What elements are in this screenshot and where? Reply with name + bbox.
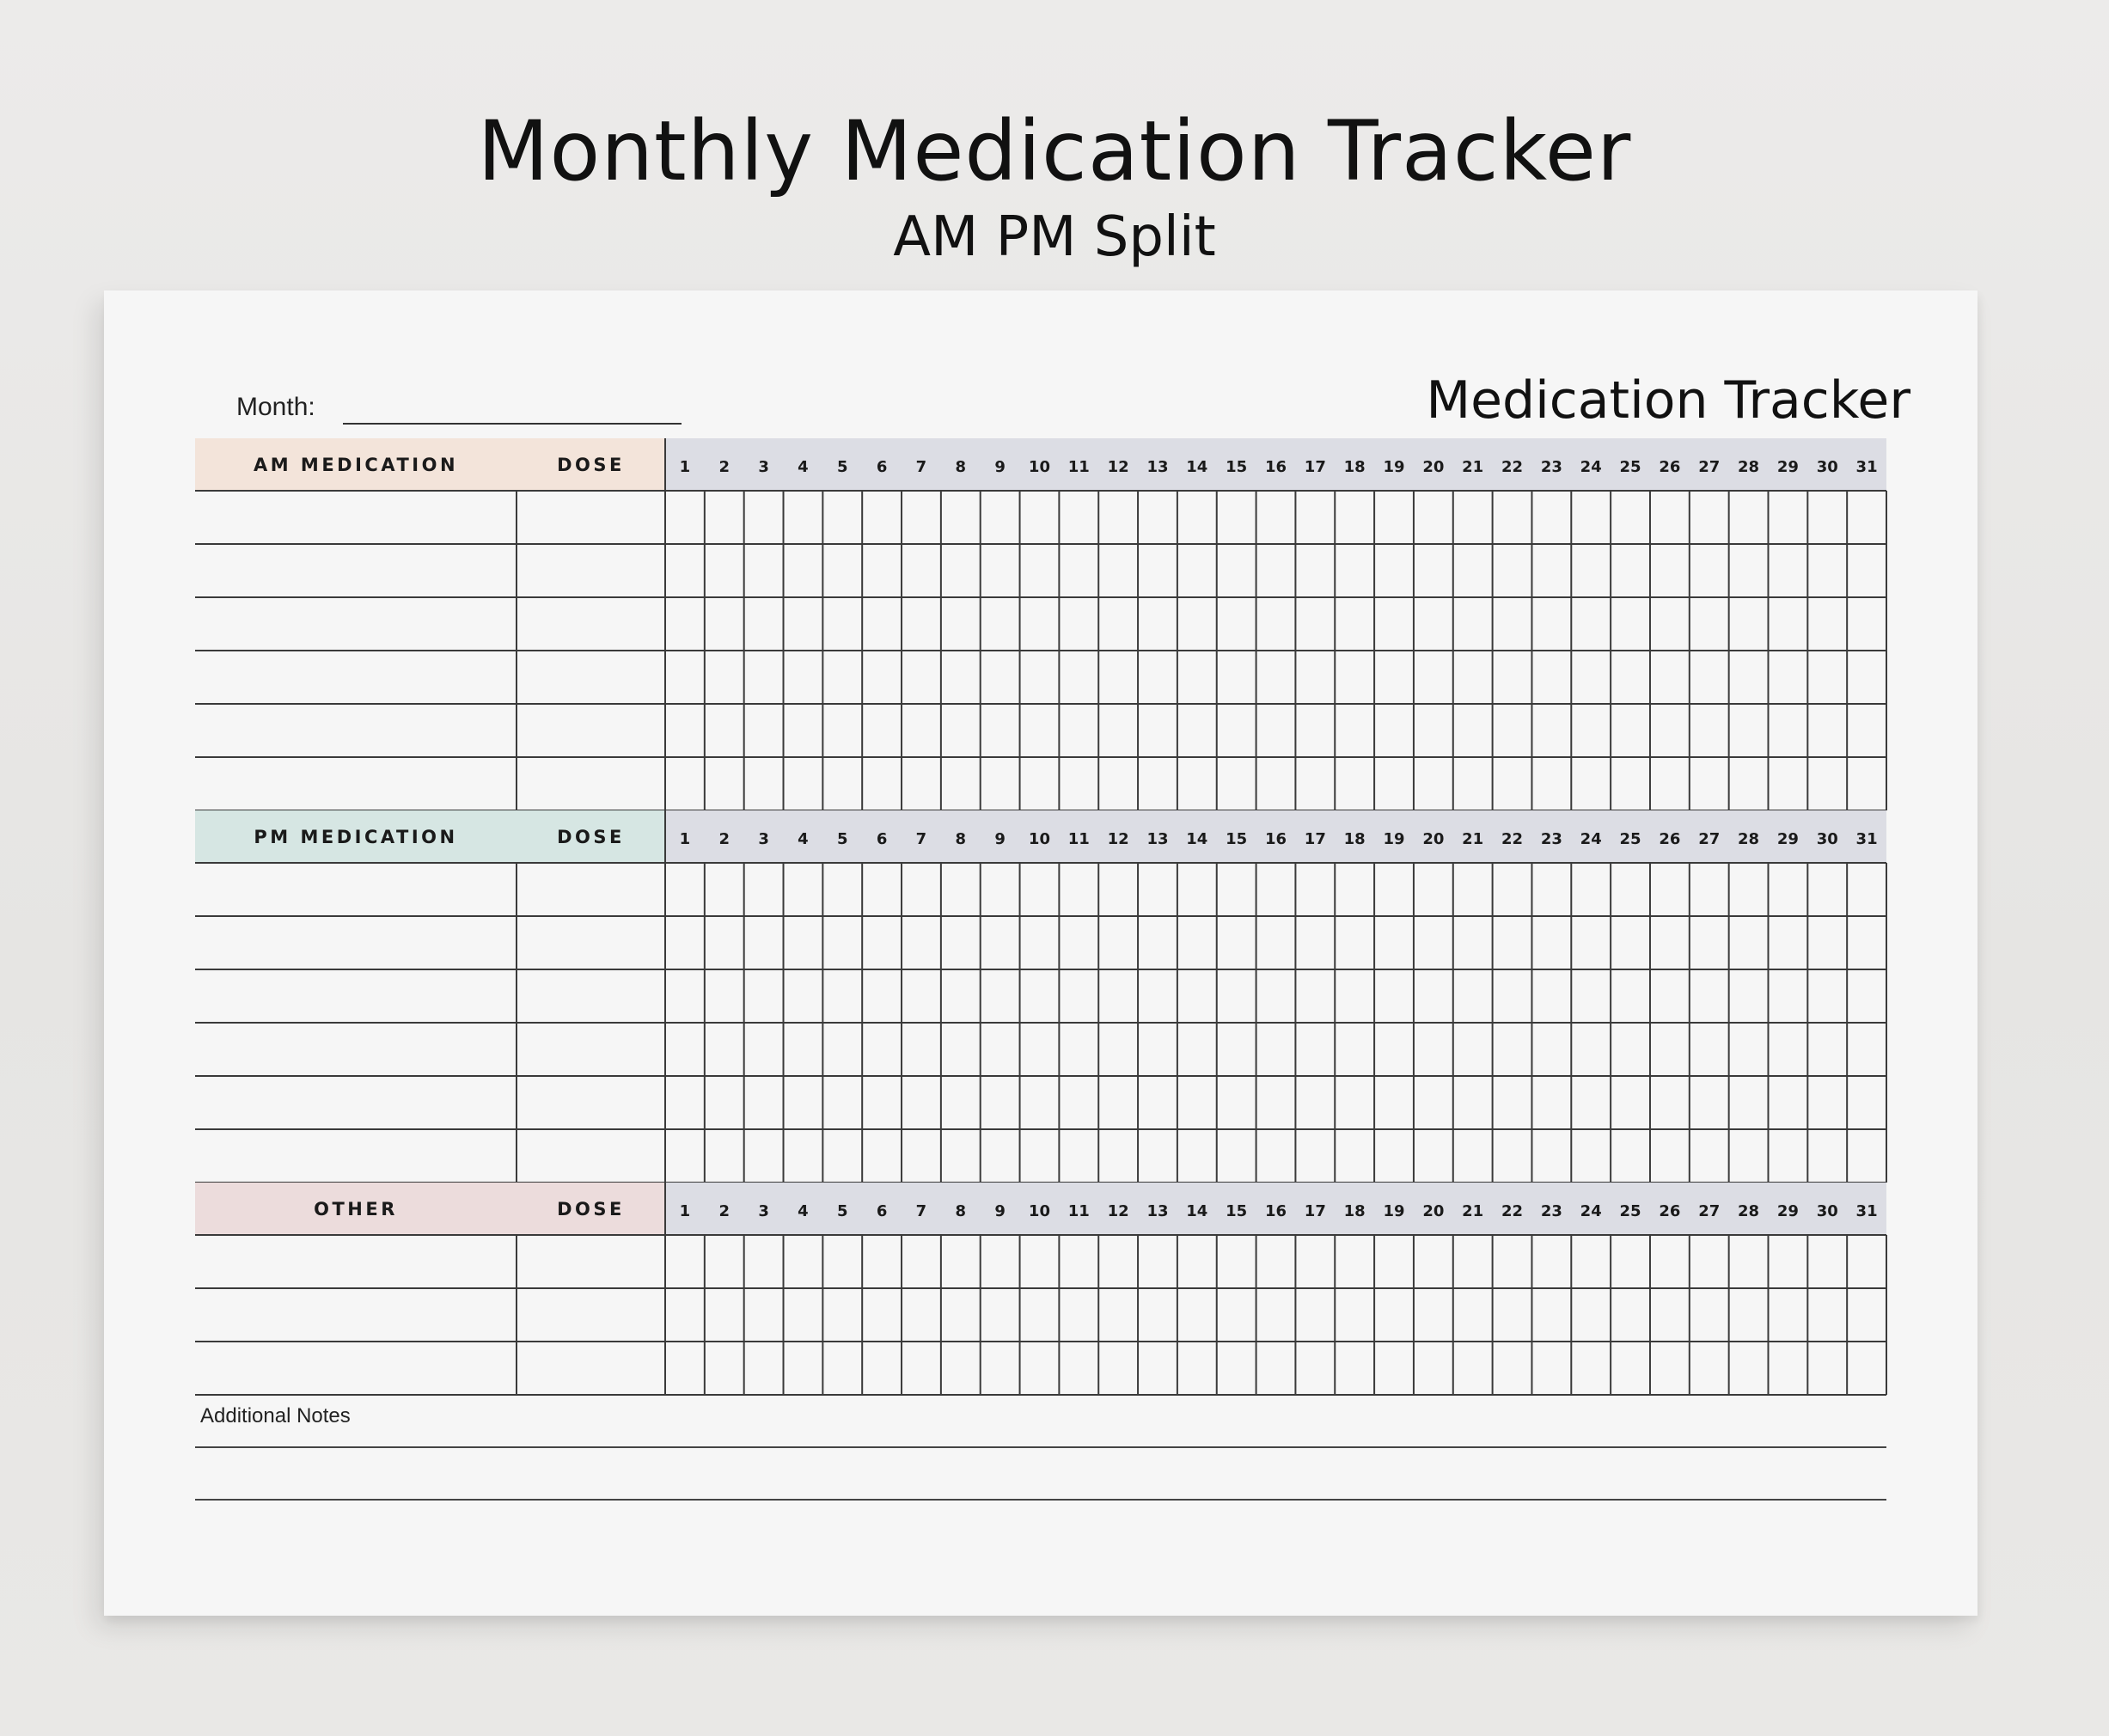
day-number: 29: [1776, 830, 1799, 848]
day-number: 4: [798, 830, 809, 848]
day-number: 12: [1107, 830, 1129, 848]
day-number: 6: [876, 1202, 888, 1220]
day-number: 20: [1422, 830, 1445, 848]
day-number: 17: [1304, 1202, 1326, 1220]
am-dose-cell[interactable]: [517, 491, 665, 544]
am-medication-cell[interactable]: [195, 704, 517, 757]
day-number: 2: [718, 458, 731, 476]
day-number: 11: [1067, 458, 1090, 476]
tracker-sheet: [104, 290, 1978, 1616]
am-dose-header: DOSE: [557, 455, 625, 475]
pm-dose-cell[interactable]: [517, 1076, 665, 1129]
day-number: 23: [1540, 1202, 1562, 1220]
day-number: 27: [1698, 830, 1721, 848]
day-number: 24: [1580, 830, 1602, 848]
day-number: 23: [1540, 830, 1562, 848]
day-number: 1: [679, 830, 691, 848]
sheet-title: Medication Tracker: [1426, 370, 1910, 431]
day-number: 21: [1462, 830, 1484, 848]
pm-medication-cell[interactable]: [195, 916, 517, 969]
day-number: 15: [1226, 458, 1248, 476]
day-number: 22: [1501, 1202, 1524, 1220]
day-number: 24: [1580, 458, 1602, 476]
other-dose-cell[interactable]: [517, 1288, 665, 1342]
day-number: 10: [1028, 458, 1050, 476]
day-number: 7: [915, 830, 927, 848]
day-number: 26: [1659, 830, 1681, 848]
day-number: 7: [915, 1202, 927, 1220]
day-number: 7: [915, 458, 927, 476]
day-number: 2: [718, 1202, 731, 1220]
day-number: 16: [1264, 1202, 1287, 1220]
day-number: 19: [1383, 1202, 1405, 1220]
am-dose-cell[interactable]: [517, 757, 665, 810]
day-number: 14: [1186, 1202, 1208, 1220]
day-number: 3: [758, 458, 769, 476]
day-number: 1: [679, 458, 691, 476]
day-number: 25: [1619, 1202, 1641, 1220]
additional-notes-label: Additional Notes: [200, 1404, 351, 1427]
day-number: 19: [1383, 830, 1405, 848]
day-number: 27: [1698, 1202, 1721, 1220]
day-number: 21: [1462, 458, 1484, 476]
day-number: 31: [1855, 1202, 1878, 1220]
day-number: 5: [837, 830, 848, 848]
day-number: 4: [798, 458, 809, 476]
am-dose-cell[interactable]: [517, 544, 665, 597]
day-number: 3: [758, 1202, 769, 1220]
day-number: 13: [1146, 1202, 1169, 1220]
day-number: 15: [1226, 830, 1248, 848]
pm-medication-cell[interactable]: [195, 863, 517, 916]
pm-medication-header: PM MEDICATION: [254, 827, 458, 847]
pm-dose-cell[interactable]: [517, 1023, 665, 1076]
day-number: 18: [1343, 830, 1366, 848]
day-number: 8: [955, 458, 967, 476]
day-number: 20: [1422, 458, 1445, 476]
day-number: 23: [1540, 458, 1562, 476]
day-number: 4: [798, 1202, 809, 1220]
other-medication-cell[interactable]: [195, 1288, 517, 1342]
am-dose-cell[interactable]: [517, 704, 665, 757]
day-number: 27: [1698, 458, 1721, 476]
day-number: 8: [955, 1202, 967, 1220]
pm-dose-cell[interactable]: [517, 863, 665, 916]
day-number: 10: [1028, 830, 1050, 848]
day-number: 16: [1264, 458, 1287, 476]
pm-dose-header: DOSE: [557, 827, 625, 847]
day-number: 17: [1304, 458, 1326, 476]
day-number: 15: [1226, 1202, 1248, 1220]
day-number: 24: [1580, 1202, 1602, 1220]
day-number: 29: [1776, 1202, 1799, 1220]
other-medication-header: OTHER: [314, 1199, 398, 1219]
day-number: 10: [1028, 1202, 1050, 1220]
other-dose-cell[interactable]: [517, 1342, 665, 1395]
other-medication-cell[interactable]: [195, 1235, 517, 1288]
pm-dose-cell[interactable]: [517, 916, 665, 969]
am-medication-header: AM MEDICATION: [253, 455, 459, 475]
day-number: 5: [837, 458, 848, 476]
day-number: 3: [758, 830, 769, 848]
day-number: 29: [1776, 458, 1799, 476]
day-number: 28: [1738, 1202, 1760, 1220]
day-number: 25: [1619, 458, 1641, 476]
month-label: Month:: [236, 393, 315, 421]
day-number: 13: [1146, 830, 1169, 848]
pm-medication-cell[interactable]: [195, 969, 517, 1023]
other-dose-header: DOSE: [557, 1199, 625, 1219]
notes-line[interactable]: [195, 1499, 1886, 1501]
day-number: 6: [876, 458, 888, 476]
day-number: 11: [1067, 830, 1090, 848]
other-dose-cell[interactable]: [517, 1235, 665, 1288]
day-number: 26: [1659, 458, 1681, 476]
day-number: 28: [1738, 830, 1760, 848]
pm-medication-cell[interactable]: [195, 1023, 517, 1076]
day-number: 6: [876, 830, 888, 848]
day-number: 13: [1146, 458, 1169, 476]
day-number: 31: [1855, 830, 1878, 848]
am-medication-cell[interactable]: [195, 651, 517, 704]
am-medication-cell[interactable]: [195, 544, 517, 597]
day-number: 22: [1501, 458, 1524, 476]
day-number: 25: [1619, 830, 1641, 848]
day-number: 30: [1816, 1202, 1838, 1220]
pm-dose-cell[interactable]: [517, 1129, 665, 1183]
day-number: 12: [1107, 458, 1129, 476]
day-number: 9: [994, 1202, 1006, 1220]
day-number: 26: [1659, 1202, 1681, 1220]
pm-dose-cell[interactable]: [517, 969, 665, 1023]
am-medication-cell[interactable]: [195, 757, 517, 810]
day-number: 20: [1422, 1202, 1445, 1220]
day-number: 11: [1067, 1202, 1090, 1220]
notes-line[interactable]: [195, 1446, 1886, 1448]
other-medication-cell[interactable]: [195, 1342, 517, 1395]
day-number: 30: [1816, 830, 1838, 848]
pm-medication-cell[interactable]: [195, 1076, 517, 1129]
day-number: 31: [1855, 458, 1878, 476]
day-number: 8: [955, 830, 967, 848]
day-number: 14: [1186, 830, 1208, 848]
day-number: 9: [994, 458, 1006, 476]
day-number: 19: [1383, 458, 1405, 476]
page-subtitle: AM PM Split: [893, 205, 1216, 269]
day-number: 18: [1343, 458, 1366, 476]
day-number: 18: [1343, 1202, 1366, 1220]
am-dose-cell[interactable]: [517, 651, 665, 704]
day-number: 21: [1462, 1202, 1484, 1220]
day-number: 12: [1107, 1202, 1129, 1220]
day-number: 30: [1816, 458, 1838, 476]
day-number: 16: [1264, 830, 1287, 848]
am-medication-cell[interactable]: [195, 597, 517, 651]
day-number: 9: [994, 830, 1006, 848]
day-number: 17: [1304, 830, 1326, 848]
day-number: 14: [1186, 458, 1208, 476]
day-number: 5: [837, 1202, 848, 1220]
day-number: 2: [718, 830, 731, 848]
day-number: 1: [679, 1202, 691, 1220]
pm-medication-cell[interactable]: [195, 1129, 517, 1183]
day-number: 28: [1738, 458, 1760, 476]
am-medication-cell[interactable]: [195, 491, 517, 544]
medication-grid: [104, 290, 1978, 1616]
page-title: Monthly Medication Tracker: [477, 103, 1632, 199]
am-dose-cell[interactable]: [517, 597, 665, 651]
day-number: 22: [1501, 830, 1524, 848]
